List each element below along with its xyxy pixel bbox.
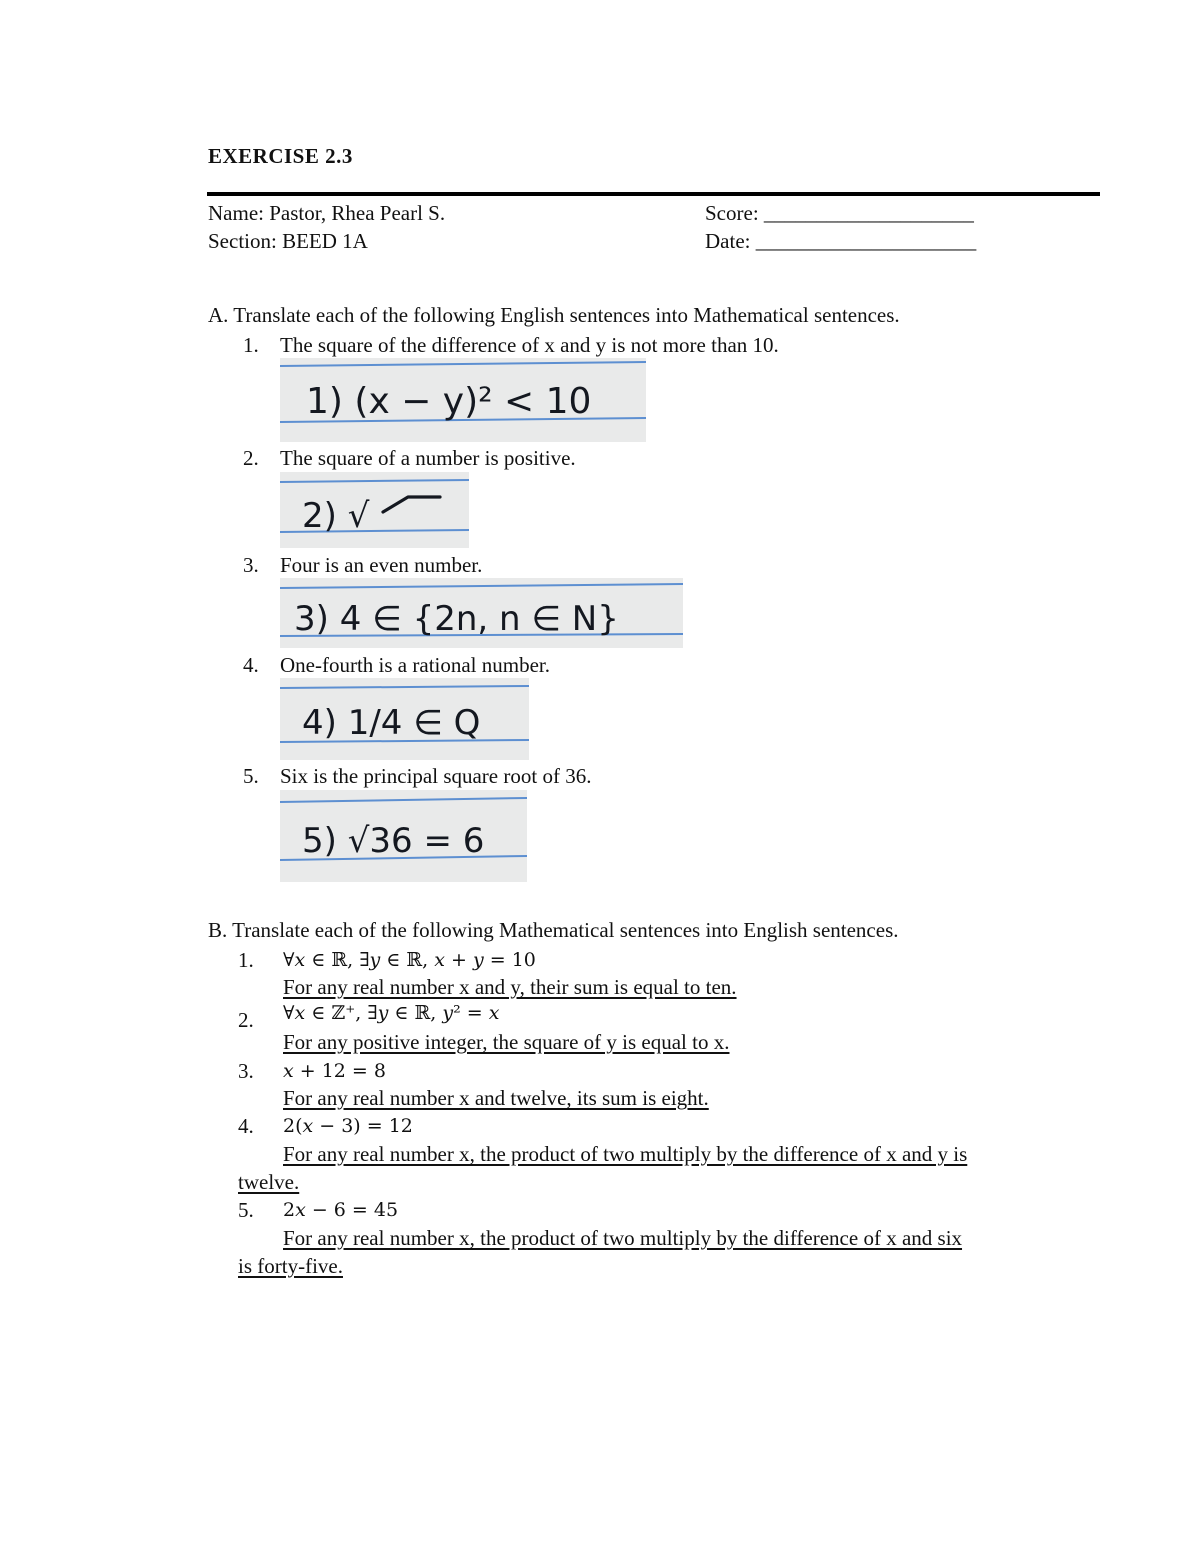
part-a-item-number: 3. — [243, 553, 259, 577]
part-b-item-number: 5. — [238, 1198, 254, 1222]
handwritten-answer-image — [280, 790, 527, 882]
date-field: Date: _____________________ — [705, 229, 977, 253]
part-b-math-sentence: 2(𝑥 − 3) = 12 — [283, 1115, 413, 1137]
score-field: Score: ____________________ — [705, 201, 974, 225]
part-b-item-number: 4. — [238, 1114, 254, 1138]
part-a-item-number: 4. — [243, 653, 259, 677]
part-b-item-number: 3. — [238, 1059, 254, 1083]
handwritten-text: 4) 1/4 ∈ Q — [302, 703, 481, 743]
part-a-item-text: Four is an even number. — [280, 553, 483, 577]
part-b-math-sentence: ∀𝑥 ∈ ℝ, ∃𝑦 ∈ ℝ, 𝑥 + 𝑦 = 10 — [283, 949, 536, 971]
part-b-math-sentence: 2𝑥 − 6 = 45 — [283, 1199, 399, 1221]
part-a-item-text: The square of the difference of x and y is not more than 10. — [280, 333, 779, 357]
part-b-answer-continued: twelve. — [238, 1170, 300, 1194]
part-a-item-text: One-fourth is a rational number. — [280, 653, 551, 677]
handwritten-answer-image — [280, 678, 529, 760]
part-b-answer-continued: is forty-five. — [238, 1254, 343, 1278]
handwritten-answer-image — [280, 358, 646, 442]
handwritten-text: 1) (x − y)² < 10 — [306, 381, 592, 422]
part-b-answer: For any real number x and twelve, its sum is eight. — [283, 1086, 709, 1110]
part-b-instruction: B. Translate each of the following Mathematical sentences into English sentences. — [208, 918, 899, 942]
part-a-item-number: 5. — [243, 764, 259, 788]
handwritten-text: 2) √ — [302, 496, 370, 536]
part-b-item-number: 2. — [238, 1008, 254, 1032]
handwritten-text: 5) √36 = 6 — [302, 821, 485, 861]
part-a-instruction: A. Translate each of the following English sentences into Mathematical sentences. — [208, 303, 900, 327]
part-b-item-number: 1. — [238, 948, 254, 972]
part-b-math-sentence: 𝑥 + 12 = 8 — [283, 1060, 386, 1082]
part-b-math-sentence: ∀𝑥 ∈ ℤ⁺, ∃𝑦 ∈ ℝ, 𝑦² = 𝑥 — [283, 1002, 500, 1024]
part-a-item-text: Six is the principal square root of 36. — [280, 764, 592, 788]
radical-stroke — [383, 497, 440, 512]
handwritten-text: 3) 4 ∈ {2n, n ∈ N} — [294, 599, 619, 639]
part-b-answer: For any real number x and y, their sum is equal to ten. — [283, 975, 737, 999]
part-a-item-text: The square of a number is positive. — [280, 446, 576, 470]
name-field: Name: Pastor, Rhea Pearl S. — [208, 201, 446, 225]
section-field: Section: BEED 1A — [208, 229, 368, 253]
part-b-answer: For any positive integer, the square of y is equal to x. — [283, 1030, 730, 1054]
exercise-title: EXERCISE 2.3 — [208, 144, 353, 168]
part-a-item-number: 1. — [243, 333, 259, 357]
handwritten-answer-image — [280, 472, 469, 548]
part-b-answer: For any real number x, the product of two multiply by the difference of x and six — [283, 1226, 963, 1250]
part-b-answer: For any real number x, the product of two multiply by the difference of x and y is — [283, 1142, 968, 1166]
header-rule — [207, 192, 1100, 196]
handwritten-answer-image — [280, 578, 683, 648]
part-a-item-number: 2. — [243, 446, 259, 470]
